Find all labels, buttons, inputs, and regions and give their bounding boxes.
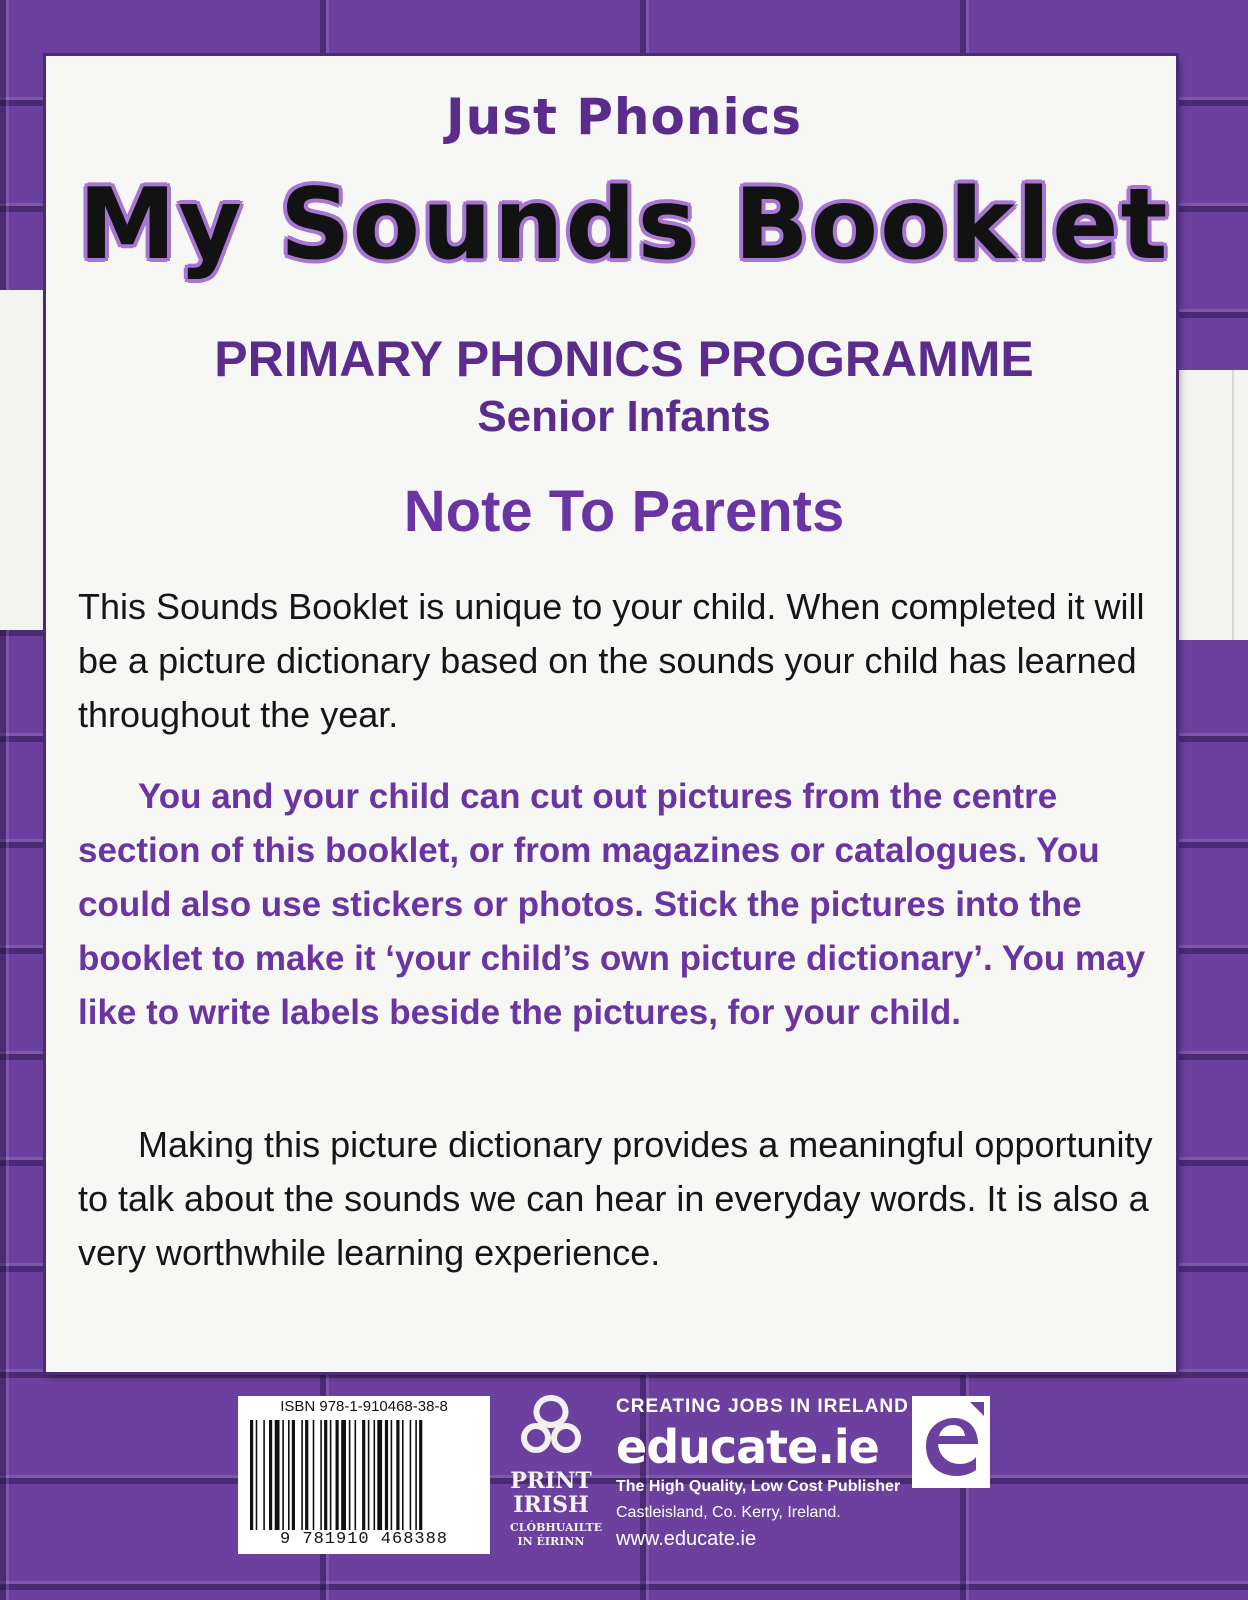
publisher-slogan: The High Quality, Low Cost Publisher: [616, 1478, 901, 1495]
barcode-bars: [250, 1420, 478, 1530]
print-label: PRINT: [510, 1468, 592, 1494]
irish-label: IRISH: [513, 1492, 589, 1518]
programme-title: PRIMARY PHONICS PROGRAMME: [214, 331, 1034, 387]
publisher-website: www.educate.ie: [616, 1528, 757, 1550]
barcode-label: [238, 1396, 490, 1554]
print-irish-logo: [510, 1392, 603, 1562]
in-eirinn-label: IN ÉIRINN: [517, 1535, 585, 1548]
level-subtitle: Senior Infants: [477, 392, 771, 441]
paragraph-instructions: You and your child can cut out pictures from the centre section of this booklet, or from magazines or catalogues. You could also use stickers or photos. Stick the pictures into the booklet to make it ‘your child’s own picture dictionary’. You may like to write labels beside the pictures, for your child.: [78, 777, 1146, 1032]
ean-digits: 9 781910 468388: [279, 1530, 449, 1549]
publisher-tagline: CREATING JOBS IN IRELAND: [616, 1396, 909, 1417]
clobhuailte-label: CLÓBHUAILTE: [510, 1521, 603, 1534]
educate-e-logo-icon: [912, 1396, 990, 1488]
publisher-address: Castleisland, Co. Kerry, Ireland.: [616, 1504, 841, 1521]
note-heading: Note To Parents: [403, 479, 845, 544]
booklet-title: My Sounds Booklet: [78, 168, 1170, 282]
publisher-name: educate.ie: [616, 1420, 879, 1474]
print-irish-knot-icon: [518, 1392, 584, 1458]
paragraph-benefits: Making this picture dictionary provides a meaningful opportunity to talk about the sounds we can hear in everyday words. It is also a very worthwhile learning experience.: [78, 1124, 1153, 1273]
isbn-number: ISBN 978-1-910468-38-8: [280, 1398, 448, 1415]
paragraph-intro: This Sounds Booklet is unique to your child. When completed it will be a picture dictionary based on the sounds your child has learned throughout the year.: [78, 586, 1145, 735]
series-title: Just Phonics: [446, 88, 802, 146]
